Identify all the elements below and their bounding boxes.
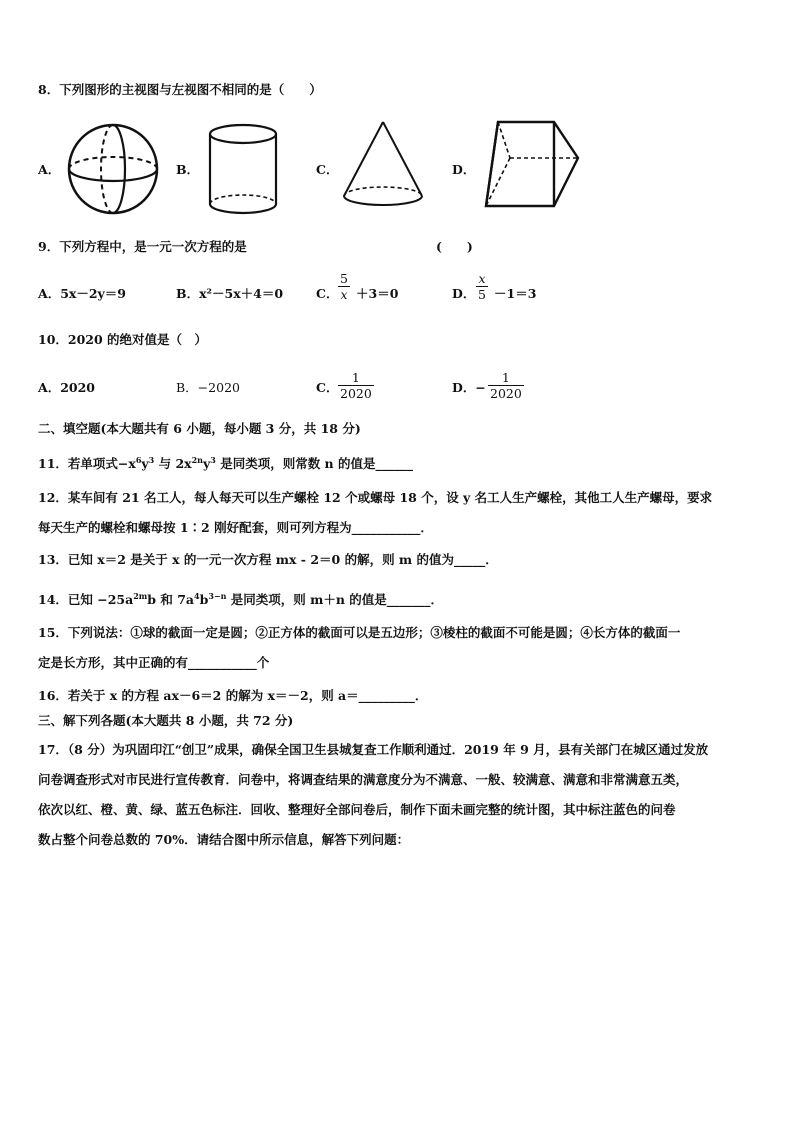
q10-c-denominator: 2020 — [340, 386, 372, 401]
q8-stem: 8．下列图形的主视图与左视图不相同的是（ ） — [38, 82, 322, 97]
q9-option-d-label: D． — [452, 286, 476, 301]
q9-option-d-fraction — [476, 271, 488, 302]
cone-icon — [338, 118, 428, 210]
q14-m1: b 和 7a — [147, 592, 194, 608]
q11-exp-3: 2n — [191, 455, 203, 465]
q17-line-2: 问卷调查形式对市民进行宣传教育．问卷中，将调查结果的满意度分为不满意、一般、较满意、满意和非常满意五类， — [38, 772, 689, 787]
q8-option-b-label: B． — [176, 162, 200, 177]
q11-post: 是同类项，则常数 n 的值是______ — [215, 456, 413, 472]
q14-exp-1: 2m — [133, 591, 148, 601]
q9-option-c-rest: ＋3＝0 — [356, 286, 399, 301]
q15-line-2: 定是长方形，其中正确的有___________个 — [38, 655, 270, 670]
q10-option-c-label: C． — [316, 380, 339, 395]
q14-m2: b — [199, 592, 209, 608]
q9-option-a: A．5x－2y＝9 — [38, 286, 127, 301]
q11-line — [38, 452, 413, 472]
q9-d-numerator: x — [476, 271, 488, 287]
q8-option-c-label: C． — [316, 162, 339, 177]
q17-line-1: 17．（8 分）为巩固印江“创卫”成果，确保全国卫生县城复查工作顺利通过．2019 年 9 月，县有关部门在城区通过发放 — [38, 742, 709, 757]
q10-option-d-label: D．− — [452, 380, 486, 395]
q10-d-denominator: 2020 — [490, 386, 522, 401]
q13-line: 13．已知 x＝2 是关于 x 的一元一次方程 mx - 2＝0 的解，则 m 的值为_____． — [38, 552, 498, 567]
q10-option-b: B．−2020 — [176, 380, 240, 395]
q9-c-denominator: x — [340, 287, 348, 302]
q11-m2: 与 2x — [154, 456, 192, 472]
q10-option-d-fraction — [488, 370, 524, 401]
q10-stem: 10．2020 的绝对值是（ ） — [38, 332, 208, 347]
q12-line-1: 12．某车间有 21 名工人，每人每天可以生产螺栓 12 个或螺母 18 个，设 y 名工人生产螺栓，其他工人生产螺母，要求 — [38, 490, 713, 505]
q9-option-c-label: C． — [316, 286, 339, 301]
q14-line — [38, 588, 443, 608]
q9-stem: 9．下列方程中，是一元一次方程的是 — [38, 239, 247, 254]
q11-m3: y — [203, 456, 211, 472]
q10-option-a: A．2020 — [38, 380, 95, 395]
q11-exp-2: 3 — [148, 455, 155, 465]
sphere-icon — [66, 122, 160, 216]
q9-option-c-fraction — [338, 271, 350, 302]
q9-option-d-rest: －1＝3 — [494, 286, 537, 301]
q10-option-c-fraction — [338, 370, 374, 401]
cylinder-icon — [204, 122, 282, 218]
q11-exp-4: 3 — [210, 455, 216, 465]
q17-line-3: 依次以红、橙、黄、绿、蓝五色标注．回收、整理好全部问卷后，制作下面未画完整的统计图，其中标注蓝色的问卷 — [38, 802, 676, 817]
q8-option-a-label: A． — [38, 162, 61, 177]
q14-exp-2: 4 — [194, 591, 200, 601]
q17-line-4: 数占整个问卷总数的 70%．请结合图中所示信息，解答下列问题： — [38, 832, 410, 847]
q9-answer-paren: ( ) — [436, 239, 473, 254]
section-2-heading: 二、填空题(本大题共有 6 小题，每小题 3 分，共 18 分) — [38, 421, 361, 436]
q10-d-numerator: 1 — [488, 370, 524, 386]
q12-line-2: 每天生产的螺栓和螺母按 1∶2 刚好配套，则可列方程为___________． — [38, 520, 433, 535]
q16-line: 16．若关于 x 的方程 ax－6＝2 的解为 x＝－2，则 a＝_________． — [38, 688, 428, 703]
q11-m1: y — [141, 456, 149, 472]
q9-d-denominator: 5 — [478, 287, 486, 302]
q14-exp-3: 3−n — [208, 591, 227, 601]
q15-line-1: 15．下列说法：①球的截面一定是圆；②正方体的截面可以是五边形；③棱柱的截面不可能是圆；④长方体的截面一 — [38, 625, 681, 640]
q11-pre: 11．若单项式−x — [38, 456, 136, 472]
q14-post: 是同类项，则 m＋n 的值是_______． — [226, 592, 444, 608]
q10-c-numerator: 1 — [338, 370, 374, 386]
section-3-heading: 三、解下列各题(本大题共 8 小题，共 72 分) — [38, 713, 294, 728]
q9-option-b: B．x²－5x＋4＝0 — [176, 286, 284, 301]
q14-pre: 14．已知 −25a — [38, 592, 134, 608]
q8-option-d-label: D． — [452, 162, 476, 177]
q9-c-numerator: 5 — [340, 271, 348, 286]
prism-icon — [480, 118, 586, 214]
q11-exp-1: 6 — [135, 455, 142, 465]
